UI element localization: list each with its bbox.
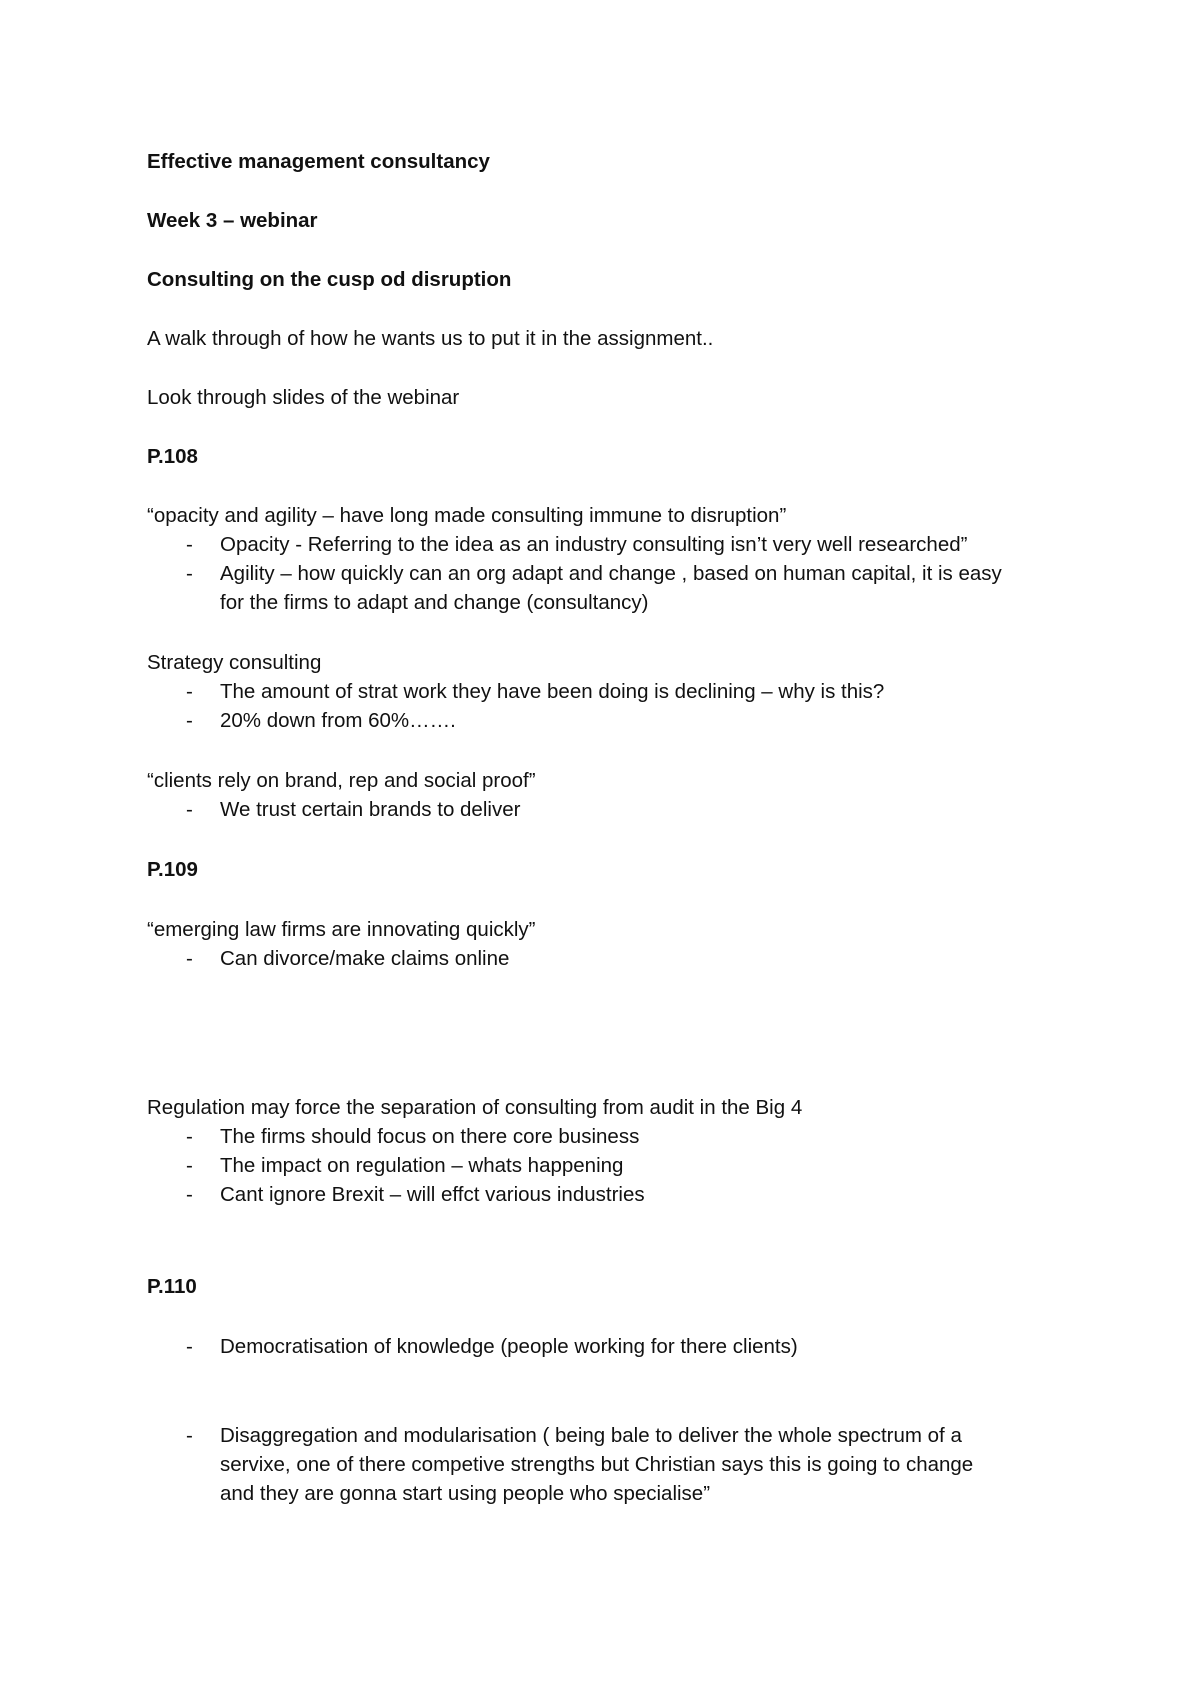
list-item-text: The impact on regulation – whats happening [220,1154,624,1177]
bullet-dash: - [186,1424,193,1447]
list-item-text: and they are gonna start using people who specialise” [220,1482,711,1505]
doc-title: Effective management consultancy [147,150,490,173]
list-item-text: Disaggregation and modularisation ( being bale to deliver the whole spectrum of a [220,1424,962,1447]
bullet-dash: - [186,1125,193,1148]
list-item-text: Can divorce/make claims online [220,947,510,970]
quote-law-firms: “emerging law firms are innovating quickly” [147,918,536,941]
bullet-dash: - [186,1335,193,1358]
topic-heading: Consulting on the cusp od disruption [147,268,512,291]
bullet-dash: - [186,709,193,732]
bullet-dash: - [186,562,193,585]
intro-line-1: A walk through of how he wants us to put it in the assignment.. [147,327,714,350]
page-ref-108: P.108 [147,445,198,468]
intro-line-2: Look through slides of the webinar [147,386,460,409]
page-ref-110: P.110 [147,1275,197,1298]
list-item-text: servixe, one of there competive strengths but Christian says this is going to change [220,1453,974,1476]
strategy-heading: Strategy consulting [147,651,322,674]
list-item-text: Opacity - Referring to the idea as an industry consulting isn’t very well researched” [220,533,968,556]
quote-opacity-agility: “opacity and agility – have long made consulting immune to disruption” [147,504,787,527]
bullet-dash: - [186,947,193,970]
list-item-text: The amount of strat work they have been doing is declining – why is this? [220,680,885,703]
list-item-text: The firms should focus on there core business [220,1125,640,1148]
bullet-dash: - [186,1183,193,1206]
list-item-text: We trust certain brands to deliver [220,798,521,821]
bullet-dash: - [186,533,193,556]
bullet-dash: - [186,1154,193,1177]
list-item-text: 20% down from 60%……. [220,709,456,732]
list-item-text: Democratisation of knowledge (people working for there clients) [220,1335,798,1358]
quote-brand: “clients rely on brand, rep and social proof” [147,769,536,792]
bullet-dash: - [186,680,193,703]
page-ref-109: P.109 [147,858,198,881]
regulation-heading: Regulation may force the separation of consulting from audit in the Big 4 [147,1096,803,1119]
list-item-text: Cant ignore Brexit – will effct various industries [220,1183,645,1206]
bullet-dash: - [186,798,193,821]
list-item-text: Agility – how quickly can an org adapt and change , based on human capital, it is easy [220,562,1002,585]
list-item-text: for the firms to adapt and change (consultancy) [220,591,649,614]
week-heading: Week 3 – webinar [147,209,318,232]
